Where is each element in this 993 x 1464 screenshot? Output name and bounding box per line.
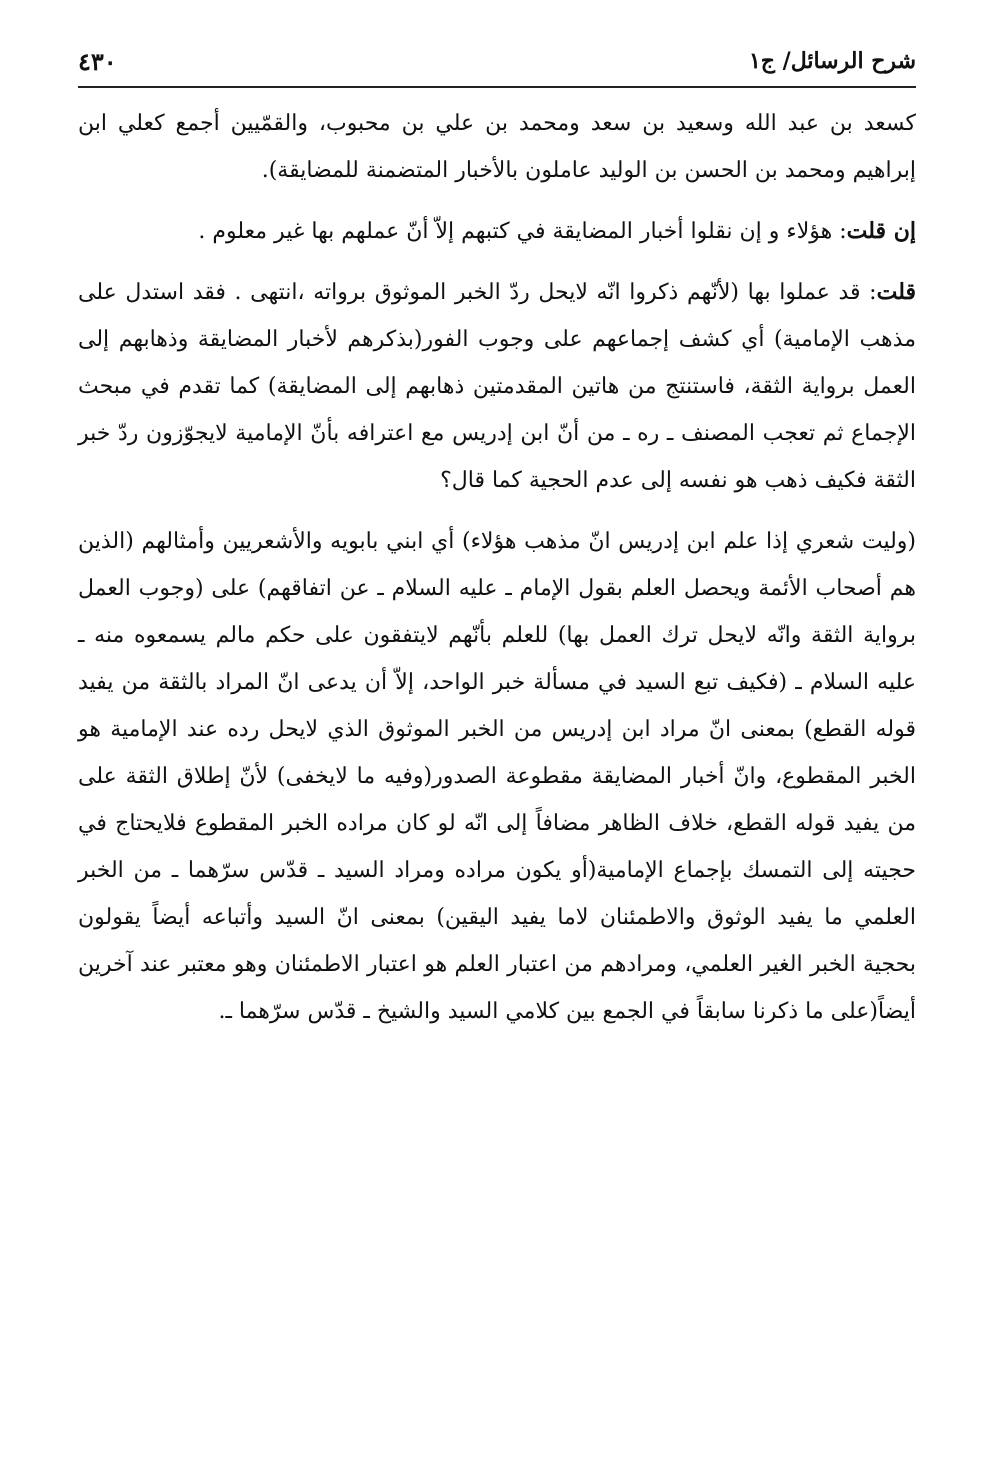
paragraph-2-lead: إن قلت [846,218,916,244]
running-title: شرح الرسائل/ ج١ [748,48,916,74]
paragraph-4 [78,518,916,1035]
paragraph-2-text: : هؤلاء و إن نقلوا أخبار المضايقة في كتبهم إلاّ أنّ عملهم بها غير معلوم . [198,219,847,244]
page-number: ٤٣٠ [78,46,117,76]
paragraph-3-lead: قلت [876,279,916,305]
paragraph-3-text: : قد عملوا بها (لأنّهم ذكروا انّه لايحل ردّ الخبر الموثوق برواته ،انتهى . فقد استدل على مذهب الإمامية) أي كشف إجماعهم على وجوب الفور(بذكرهم لأخبار المضايقة وذهابهم إلى العمل برواية الثقة، فاستنتج من هاتين المقدمتين ذهابهم إلى المضايقة) كما تقدم في مبحث الإجماع ثم تعجب المصنف ـ ره ـ من أنّ ابن إدريس مع اعترافه بأنّ الإمامية لايجوّزون ردّ خبر الثقة فكيف ذهب هو نفسه إلى عدم الحجية كما قال؟ [78,280,917,493]
page-header [78,38,916,84]
header-divider [78,86,916,88]
page-body [78,100,916,1035]
paragraph-4-text: (وليت شعري إذا علم ابن إدريس انّ مذهب هؤلاء) أي ابني بابويه والأشعريين وأمثالهم (الذين هم أصحاب الأئمة ويحصل العلم بقول الإمام ـ عليه السلام ـ عن اتفاقهم) على (وجوب العمل برواية الثقة وانّه لايحل ترك العمل بها) للعلم بأنّهم لايتفقون على حكم مالم يسمعوه منه ـ عليه السلام ـ (فكيف تبع السيد في مسألة خبر الواحد، إلاّ أن يدعى انّ المراد بالثقة من يفيد قوله القطع) بمعنى انّ مراد ابن إدريس من الخبر الموثوق الذي لايحل رده عند الإمامية هو الخبر المقطوع، وانّ أخبار المضايقة مقطوعة الصدور(وفيه ما لايخفى) لأنّ إطلاق الثقة على من يفيد قوله القطع، خلاف الظاهر مضافاً إلى انّه لو كان مراده الخبر المقطوع فلايحتاج في حجيته إلى التمسك بإجماع الإمامية(أو يكون مراده ومراد السيد ـ قدّس سرّهما ـ من الخبر العلمي ما يفيد الوثوق والاطمئنان لاما يفيد اليقين) بمعنى انّ السيد وأتباعه أيضاً يقولون بحجية الخبر الغير العلمي، ومرادهم من اعتبار العلم هو اعتبار الاطمئنان وهو معتبر عند آخرين أيضاً(على ما ذكرنا سابقاً في الجمع بين كلامي السيد والشيخ ـ قدّس سرّهما ـ. [78,529,916,1024]
paragraph-3 [78,269,916,504]
paragraph-1-text: كسعد بن عبد الله وسعيد بن سعد ومحمد بن علي بن محبوب، والقمّيين أجمع كعلي ابن إبراهيم ومحمد بن الحسن بن الوليد عاملون بالأخبار المتضمنة للمضايقة). [78,111,916,183]
paragraph-1 [78,100,916,194]
paragraph-2 [78,208,916,255]
